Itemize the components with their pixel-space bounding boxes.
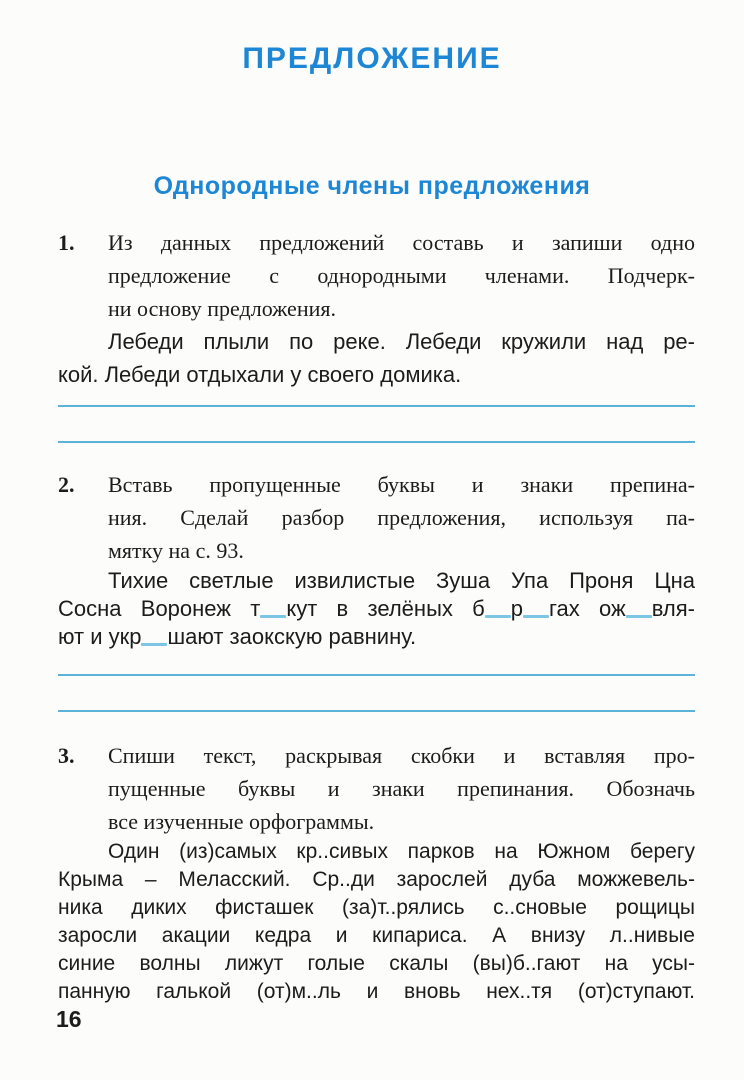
instruction-line: ния. Сделай разбор предложения, используя па-	[108, 505, 695, 530]
material-line-with-blanks	[58, 595, 695, 623]
page-title: ПРЕДЛОЖЕНИЕ	[242, 42, 502, 75]
material-text: кут в зелёных б	[286, 596, 485, 621]
material-line: Крыма – Меласский. Ср..ди зарослей дуба можжевель-	[58, 868, 695, 891]
writing-line	[58, 405, 695, 407]
material-line: Лебеди плыли по реке. Лебеди кружили над ре-	[108, 329, 695, 354]
blank-underline	[626, 615, 652, 618]
material-line: кой. Лебеди отдыхали у своего домика.	[58, 362, 462, 387]
exercise-3-material	[58, 838, 695, 1006]
material-text: шают заокскую равнину.	[167, 624, 417, 649]
instruction-line: Спиши текст, раскрывая скобки и вставляя про-	[108, 743, 695, 768]
exercise-1	[58, 226, 695, 443]
material-text: гах ож	[549, 596, 626, 621]
instruction-line: ни основу предложения.	[108, 296, 336, 321]
material-text: вля-	[651, 596, 696, 621]
material-text: ют и укр	[58, 624, 142, 649]
exercise-2-instruction	[108, 468, 695, 567]
instruction-line: пущенные буквы и знаки препинания. Обозначь	[108, 776, 695, 801]
section-heading: Однородные члены предложения	[153, 172, 591, 200]
material-line: Тихие светлые извилистые Зуша Упа Проня Цна	[108, 568, 695, 593]
instruction-line: мятку на с. 93.	[108, 538, 244, 563]
writing-line	[58, 710, 695, 712]
exercise-1-material	[58, 325, 695, 391]
material-text: р	[510, 596, 523, 621]
exercise-1-instruction	[108, 226, 695, 325]
material-text: Сосна Воронеж т	[58, 596, 261, 621]
instruction-line: все изученные орфограммы.	[108, 809, 375, 834]
blank-underline	[485, 615, 511, 618]
exercise-2-number: 2.	[58, 472, 75, 497]
blank-underline	[523, 615, 549, 618]
instruction-line: предложение с однородными членами. Подчерк-	[108, 263, 695, 288]
material-line-with-blanks	[58, 623, 695, 651]
writing-line	[58, 441, 695, 443]
exercise-3	[58, 739, 695, 1006]
exercise-1-number: 1.	[58, 230, 75, 255]
material-line: заросли акации кедра и кипариса. А внизу л..нивые	[58, 924, 695, 947]
exercise-3-number: 3.	[58, 743, 75, 768]
exercise-2	[58, 468, 695, 712]
page-number: 16	[56, 1006, 82, 1032]
writing-line	[58, 674, 695, 676]
blank-underline	[141, 643, 167, 646]
material-line: синие волны лижут голые скалы (вы)б..гают на усы-	[58, 952, 695, 975]
blank-underline	[260, 615, 286, 618]
instruction-line: Из данных предложений составь и запиши одно	[108, 230, 695, 255]
exercise-3-instruction	[108, 739, 695, 838]
exercise-2-material	[58, 567, 695, 651]
material-line: ника диких фисташек (за)т..рялись с..сновые рощицы	[58, 896, 695, 919]
material-line: панную галькой (от)м..ль и вновь нех..тя (от)ступают.	[58, 980, 695, 1003]
material-line: Один (из)самых кр..сивых парков на Южном берегу	[108, 840, 695, 863]
instruction-line: Вставь пропущенные буквы и знаки препина-	[108, 472, 695, 497]
